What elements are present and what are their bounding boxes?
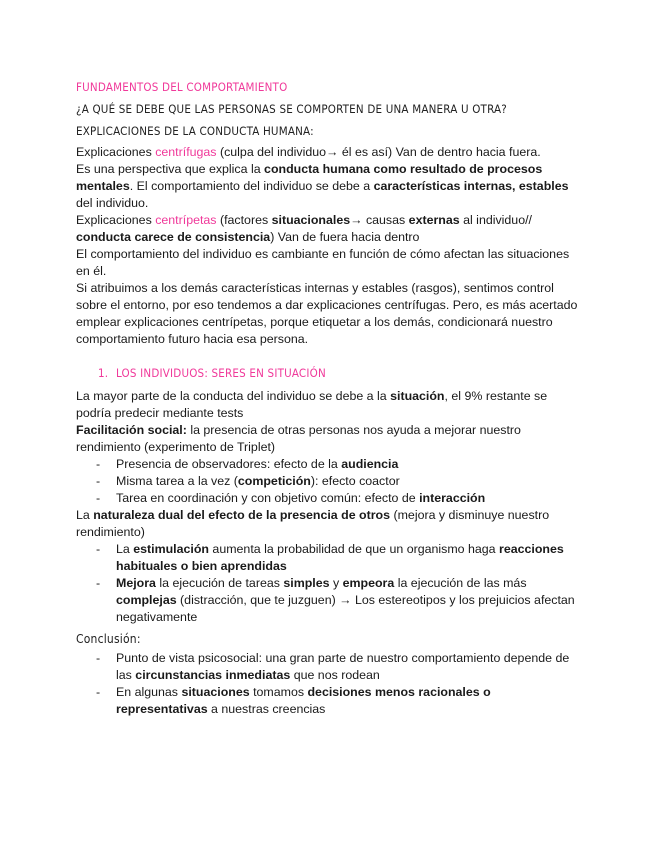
dash-bullet-icon: - xyxy=(96,651,101,665)
list-conclusion xyxy=(76,650,581,718)
text-run: Tarea en coordinación y con objetivo común: efecto de xyxy=(116,491,420,505)
text-run: a nuestras creencias xyxy=(207,702,326,716)
text-run: (culpa del individuo→ él es así) Van de dentro hacia fuera. xyxy=(216,145,541,159)
text-run: tomamos xyxy=(249,685,308,699)
bold-run: simples xyxy=(283,576,330,590)
bold-run: características internas, estables xyxy=(373,179,569,193)
text-run: del individuo. xyxy=(76,196,149,210)
bold-run: competición xyxy=(237,474,311,488)
text-run: La xyxy=(116,542,134,556)
list-item xyxy=(76,490,581,507)
text-run: . El comportamiento del individuo se debe a xyxy=(129,179,374,193)
list-item xyxy=(76,684,581,718)
bold-run: situacionales xyxy=(271,213,351,227)
text-run: ) Van de fuera hacia dentro xyxy=(270,230,420,244)
text-run: aumenta la probabilidad de que un organismo haga xyxy=(208,542,499,556)
dash-bullet-icon: - xyxy=(96,491,101,505)
paragraph-naturaleza-dual xyxy=(76,507,581,541)
text-run: (mejora y disminuye nuestro rendimiento) xyxy=(76,508,550,539)
bold-run: decisiones menos racionales o representativas xyxy=(116,685,491,716)
bold-run: conducta carece de consistencia xyxy=(76,230,271,244)
section-number: 1. xyxy=(98,366,109,380)
text-run: Misma tarea a la vez ( xyxy=(116,474,238,488)
bold-run: estimulación xyxy=(133,542,209,556)
list-efectos xyxy=(76,456,581,507)
text-run: y xyxy=(329,576,343,590)
bold-run: empeora xyxy=(342,576,395,590)
bold-run: naturaleza dual del efecto de la presencia de otros xyxy=(93,508,391,522)
text-run: Explicaciones xyxy=(76,213,156,227)
paragraph-facilitacion xyxy=(76,422,581,456)
bold-run: externas xyxy=(408,213,460,227)
paragraph-perspectiva xyxy=(76,161,581,212)
list-item xyxy=(76,473,581,490)
text-run: → causas xyxy=(350,213,409,227)
text-run: Presencia de observadores: efecto de la xyxy=(116,457,342,471)
text-run: que nos rodean xyxy=(290,668,380,682)
text-run: Es una perspectiva que explica la xyxy=(76,162,265,176)
text-run: La xyxy=(76,508,94,522)
text-run: , el 9% restante se podría predecir mediante tests xyxy=(76,389,548,420)
text-run: ): efecto coactor xyxy=(310,474,400,488)
list-item xyxy=(76,541,581,575)
bold-run: Facilitación social: xyxy=(76,423,187,437)
bold-run: situaciones xyxy=(181,685,250,699)
explicaciones-heading: EXPLICACIONES DE LA CONDUCTA HUMANA: xyxy=(76,124,314,138)
document-title: FUNDAMENTOS DEL COMPORTAMIENTO xyxy=(76,80,288,94)
dash-bullet-icon: - xyxy=(96,542,101,556)
bold-run: conducta humana como resultado de procesos mentales xyxy=(76,162,543,193)
text-run: La mayor parte de la conducta del individuo se debe a la xyxy=(76,389,391,403)
text-run: (distracción, que te juzguen) → Los estereotipos y los prejuicios afectan negativamente xyxy=(116,593,575,624)
paragraph-situacion xyxy=(76,388,581,422)
paragraph-cambiante: El comportamiento del individuo es cambiante en función de cómo afectan las situaciones en él. xyxy=(76,247,570,278)
bold-run: complejas xyxy=(116,593,177,607)
bold-run: circunstancias inmediatas xyxy=(135,668,291,682)
dash-bullet-icon: - xyxy=(96,474,101,488)
section-title: LOS INDIVIDUOS: SERES EN SITUACIÓN xyxy=(116,366,326,380)
term-centripetas: centrípetas xyxy=(155,213,217,227)
paragraph-atribucion: Si atribuimos a los demás características internas y estables (rasgos), sentimos control sobre el entorno, por eso tendemos a dar explicaciones centrífugas. Pero, es más acertado emplear explicaciones centrípetas, porque etiquetar a los demás, condicionará nuestro comportamiento futuro hacia esa persona. xyxy=(76,281,578,346)
bold-run: reacciones habituales o bien aprendidas xyxy=(116,542,564,573)
list-item xyxy=(76,650,581,684)
dash-bullet-icon: - xyxy=(96,457,101,471)
dash-bullet-icon: - xyxy=(96,685,101,699)
bold-run: Mejora xyxy=(116,576,156,590)
text-run: Explicaciones xyxy=(76,145,156,159)
term-centrifugas: centrífugas xyxy=(155,145,217,159)
text-run: Punto de vista psicosocial: una gran parte de nuestro comportamiento depende de las xyxy=(116,651,570,682)
bold-run: audiencia xyxy=(341,457,399,471)
list-item xyxy=(76,456,581,473)
list-estimulacion xyxy=(76,541,581,626)
text-run: la ejecución de tareas xyxy=(155,576,284,590)
section-heading-1 xyxy=(98,364,581,382)
text-run: (factores xyxy=(216,213,272,227)
bold-run: interacción xyxy=(419,491,486,505)
paragraph-centripetas xyxy=(76,212,581,246)
document-content xyxy=(76,78,581,718)
text-run: la ejecución de las más xyxy=(394,576,527,590)
text-run: la presencia de otras personas nos ayuda a mejorar nuestro rendimiento (experimento de Triplet) xyxy=(76,423,521,454)
main-question: ¿A QUÉ SE DEBE QUE LAS PERSONAS SE COMPORTEN DE UNA MANERA U OTRA? xyxy=(76,102,507,116)
conclusion-heading: Conclusión: xyxy=(76,632,141,646)
list-item xyxy=(76,575,581,626)
text-run: En algunas xyxy=(116,685,182,699)
bold-run: situación xyxy=(390,389,445,403)
text-run: al individuo// xyxy=(459,213,532,227)
paragraph-centrifugas xyxy=(76,144,581,161)
dash-bullet-icon: - xyxy=(96,576,101,590)
